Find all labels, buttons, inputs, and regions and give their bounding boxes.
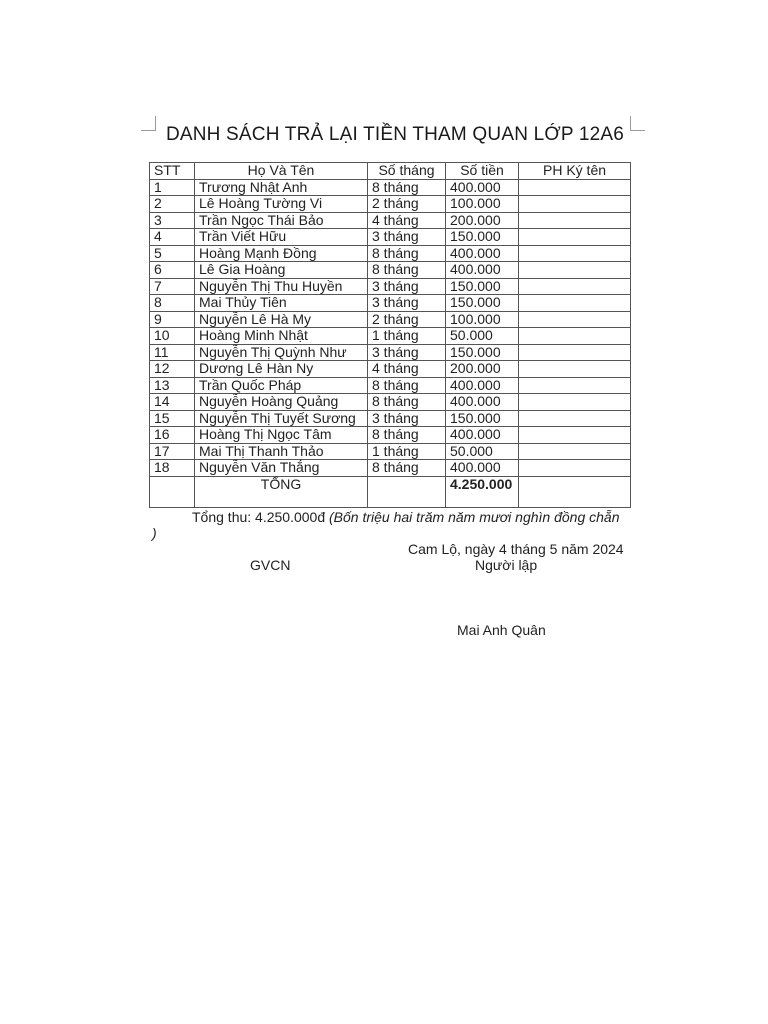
- cell-amount: 400.000: [446, 377, 519, 394]
- cell-stt: 18: [150, 460, 195, 477]
- cell-amount: 150.000: [446, 229, 519, 246]
- cell-signature: [519, 295, 631, 312]
- cell-months: 8 tháng: [368, 377, 446, 394]
- cell-stt: 11: [150, 344, 195, 361]
- cell-months: 8 tháng: [368, 460, 446, 477]
- cell-amount: 100.000: [446, 311, 519, 328]
- cell-amount: 50.000: [446, 443, 519, 460]
- cell-signature: [519, 311, 631, 328]
- table-row: [150, 460, 631, 477]
- cell-stt: 14: [150, 394, 195, 411]
- cell-months: 1 tháng: [368, 443, 446, 460]
- table-row: [150, 295, 631, 312]
- summary-label: Tổng thu:: [192, 509, 252, 525]
- cell-name: Mai Thị Thanh Thảo: [195, 443, 368, 460]
- total-empty-cell: [150, 476, 195, 507]
- cell-name: Hoàng Thị Ngọc Tâm: [195, 427, 368, 444]
- cell-amount: 400.000: [446, 179, 519, 196]
- cell-months: 3 tháng: [368, 295, 446, 312]
- total-empty-cell: [519, 476, 631, 507]
- cell-stt: 3: [150, 212, 195, 229]
- cell-signature: [519, 328, 631, 345]
- gvcn-label: GVCN: [250, 557, 291, 573]
- cell-signature: [519, 460, 631, 477]
- cell-amount: 50.000: [446, 328, 519, 345]
- cell-stt: 6: [150, 262, 195, 279]
- cell-signature: [519, 443, 631, 460]
- table-row: [150, 245, 631, 262]
- total-empty-cell: [368, 476, 446, 507]
- cell-months: 1 tháng: [368, 328, 446, 345]
- table-row: [150, 262, 631, 279]
- cell-name: Hoàng Minh Nhật: [195, 328, 368, 345]
- header-months: Số tháng: [368, 163, 446, 180]
- cell-months: 8 tháng: [368, 394, 446, 411]
- cell-amount: 400.000: [446, 427, 519, 444]
- cell-signature: [519, 179, 631, 196]
- cell-name: Trần Quốc Pháp: [195, 377, 368, 394]
- header-name: Họ Và Tên: [195, 163, 368, 180]
- cell-stt: 10: [150, 328, 195, 345]
- cell-name: Nguyễn Văn Thắng: [195, 460, 368, 477]
- cell-months: 8 tháng: [368, 245, 446, 262]
- cell-signature: [519, 410, 631, 427]
- cell-amount: 200.000: [446, 361, 519, 378]
- cell-name: Hoàng Mạnh Đồng: [195, 245, 368, 262]
- document-title: DANH SÁCH TRẢ LẠI TIỀN THAM QUAN LỚP 12A6: [165, 124, 625, 145]
- cell-stt: 17: [150, 443, 195, 460]
- table-row: [150, 410, 631, 427]
- cell-name: Mai Thủy Tiên: [195, 295, 368, 312]
- cell-signature: [519, 427, 631, 444]
- table-row: [150, 394, 631, 411]
- cell-signature: [519, 196, 631, 213]
- cell-stt: 1: [150, 179, 195, 196]
- cell-months: 2 tháng: [368, 196, 446, 213]
- cell-months: 3 tháng: [368, 229, 446, 246]
- table-total-row: [150, 476, 631, 507]
- cell-months: 3 tháng: [368, 344, 446, 361]
- cell-name: Nguyễn Thị Tuyết Sương: [195, 410, 368, 427]
- cell-name: Nguyễn Thị Thu Huyền: [195, 278, 368, 295]
- cell-stt: 4: [150, 229, 195, 246]
- cell-months: 4 tháng: [368, 361, 446, 378]
- cell-stt: 16: [150, 427, 195, 444]
- table-header-row: [150, 163, 631, 180]
- cell-signature: [519, 245, 631, 262]
- summary-line: [152, 509, 622, 541]
- table-row: [150, 229, 631, 246]
- table-row: [150, 328, 631, 345]
- refund-table: [149, 162, 631, 508]
- total-value: 4.250.000: [446, 476, 519, 507]
- cell-amount: 150.000: [446, 295, 519, 312]
- header-signature: PH Ký tên: [519, 163, 631, 180]
- cell-amount: 150.000: [446, 278, 519, 295]
- cell-name: Trần Viết Hữu: [195, 229, 368, 246]
- table-row: [150, 196, 631, 213]
- place-date: Cam Lộ, ngày 4 tháng 5 năm 2024: [408, 541, 624, 557]
- cell-name: Nguyễn Lê Hà My: [195, 311, 368, 328]
- cell-signature: [519, 229, 631, 246]
- cell-months: 3 tháng: [368, 278, 446, 295]
- cell-signature: [519, 344, 631, 361]
- cell-signature: [519, 262, 631, 279]
- cell-name: Nguyễn Hoàng Quảng: [195, 394, 368, 411]
- cell-name: Lê Gia Hoàng: [195, 262, 368, 279]
- cell-signature: [519, 394, 631, 411]
- cell-months: 8 tháng: [368, 179, 446, 196]
- cell-stt: 7: [150, 278, 195, 295]
- cell-name: Trần Ngọc Thái Bảo: [195, 212, 368, 229]
- cell-months: 8 tháng: [368, 262, 446, 279]
- table-row: [150, 443, 631, 460]
- table-row: [150, 377, 631, 394]
- table-row: [150, 344, 631, 361]
- table-row: [150, 179, 631, 196]
- cell-name: Nguyễn Thị Quỳnh Như: [195, 344, 368, 361]
- cell-stt: 5: [150, 245, 195, 262]
- cell-stt: 13: [150, 377, 195, 394]
- table-row: [150, 427, 631, 444]
- cell-amount: 150.000: [446, 410, 519, 427]
- cell-amount: 400.000: [446, 394, 519, 411]
- header-stt: STT: [150, 163, 195, 180]
- cell-months: 3 tháng: [368, 410, 446, 427]
- cell-months: 2 tháng: [368, 311, 446, 328]
- maker-label: Người lập: [475, 557, 538, 573]
- cell-amount: 150.000: [446, 344, 519, 361]
- table-row: [150, 278, 631, 295]
- cell-signature: [519, 361, 631, 378]
- cell-amount: 100.000: [446, 196, 519, 213]
- table-row: [150, 212, 631, 229]
- cell-signature: [519, 377, 631, 394]
- cell-amount: 200.000: [446, 212, 519, 229]
- cell-stt: 12: [150, 361, 195, 378]
- cell-name: Trương Nhật Anh: [195, 179, 368, 196]
- total-label: TỔNG: [195, 476, 368, 507]
- cell-months: 4 tháng: [368, 212, 446, 229]
- summary-words: (Bốn triệu hai trăm năm mươi nghìn đồng chẵn ): [152, 509, 620, 541]
- cell-months: 8 tháng: [368, 427, 446, 444]
- cell-stt: 9: [150, 311, 195, 328]
- cell-stt: 8: [150, 295, 195, 312]
- header-amount: Số tiền: [446, 163, 519, 180]
- cell-stt: 2: [150, 196, 195, 213]
- cell-stt: 15: [150, 410, 195, 427]
- cell-name: Lê Hoàng Tường Vi: [195, 196, 368, 213]
- cell-signature: [519, 212, 631, 229]
- table-row: [150, 311, 631, 328]
- cell-amount: 400.000: [446, 245, 519, 262]
- summary-amount: 4.250.000đ: [255, 509, 326, 525]
- cell-signature: [519, 278, 631, 295]
- cell-amount: 400.000: [446, 460, 519, 477]
- cell-amount: 400.000: [446, 262, 519, 279]
- maker-name: Mai Anh Quân: [457, 622, 546, 638]
- cell-name: Dương Lê Hàn Ny: [195, 361, 368, 378]
- table-row: [150, 361, 631, 378]
